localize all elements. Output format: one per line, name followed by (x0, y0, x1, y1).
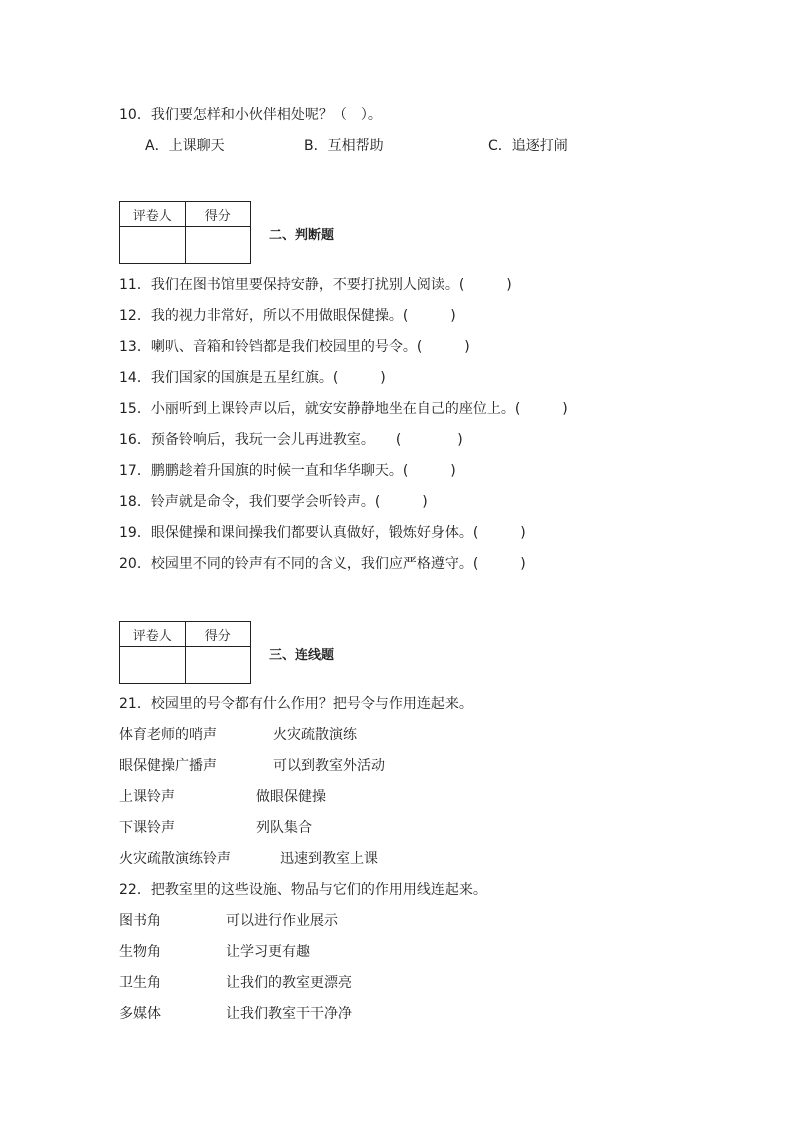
score-table-score-cell (185, 647, 251, 684)
question-19: 19．眼保健操和课间操我们都要认真做好，锻炼好身体。( ) (119, 525, 526, 541)
question-18: 18．铃声就是命令，我们要学会听铃声。( ) (119, 494, 428, 510)
q21-left-item: 体育老师的哨声 (119, 727, 217, 743)
q21-left-item: 上课铃声 (119, 789, 175, 805)
score-table-section-2 (119, 201, 251, 264)
section-2-title: 二、判断题 (269, 228, 335, 243)
section-3-title: 三、连线题 (269, 648, 335, 663)
q22-right-item: 让我们教室干干净净 (226, 1006, 352, 1022)
score-table-grader-header: 评卷人 (120, 622, 186, 647)
question-11: 11．我们在图书馆里要保持安静，不要打扰别人阅读。( ) (119, 277, 512, 293)
q10-option-c: C．追逐打闹 (488, 138, 568, 154)
q22-right-item: 可以进行作业展示 (226, 913, 338, 929)
q22-left-item: 卫生角 (119, 975, 161, 991)
q22-right-item: 让我们的教室更漂亮 (226, 975, 352, 991)
question-12: 12．我的视力非常好，所以不用做眼保健操。( ) (119, 308, 456, 324)
score-table-score-header: 得分 (185, 622, 251, 647)
question-15: 15．小丽听到上课铃声以后，就安安静静地坐在自己的座位上。( ) (119, 401, 568, 417)
score-table-grader-cell (120, 647, 186, 684)
q21-right-item: 列队集合 (256, 820, 312, 836)
question-16: 16．预备铃响后，我玩一会儿再进教室。 ( ) (119, 432, 463, 448)
q10-option-a: A．上课聊天 (145, 138, 225, 154)
score-table-section-3 (119, 621, 251, 684)
question-13: 13．喇叭、音箱和铃铛都是我们校园里的号令。( ) (119, 339, 470, 355)
q21-left-item: 火灾疏散演练铃声 (119, 851, 231, 867)
score-table-grader-cell (120, 227, 186, 264)
question-21: 21．校园里的号令都有什么作用？把号令与作用连起来。 (119, 696, 473, 712)
q21-right-item: 可以到教室外活动 (273, 758, 385, 774)
q22-left-item: 多媒体 (119, 1006, 161, 1022)
score-table-score-cell (185, 227, 251, 264)
question-10: 10．我们要怎样和小伙伴相处呢？（ ）。 (119, 107, 382, 123)
q22-right-item: 让学习更有趣 (226, 944, 310, 960)
q21-left-item: 眼保健操广播声 (119, 758, 217, 774)
q21-left-item: 下课铃声 (119, 820, 175, 836)
q22-left-item: 生物角 (119, 944, 161, 960)
q21-right-item: 做眼保健操 (256, 789, 326, 805)
q10-option-b: B．互相帮助 (304, 138, 384, 154)
q21-right-item: 火灾疏散演练 (273, 727, 357, 743)
question-22: 22．把教室里的这些设施、物品与它们的作用用线连起来。 (119, 882, 487, 898)
q22-left-item: 图书角 (119, 913, 161, 929)
question-20: 20．校园里不同的铃声有不同的含义，我们应严格遵守。( ) (119, 556, 526, 572)
question-17: 17．鹏鹏趁着升国旗的时候一直和华华聊天。( ) (119, 463, 456, 479)
score-table-grader-header: 评卷人 (120, 202, 186, 227)
score-table-score-header: 得分 (185, 202, 251, 227)
q21-right-item: 迅速到教室上课 (280, 851, 378, 867)
question-14: 14．我们国家的国旗是五星红旗。( ) (119, 370, 386, 386)
